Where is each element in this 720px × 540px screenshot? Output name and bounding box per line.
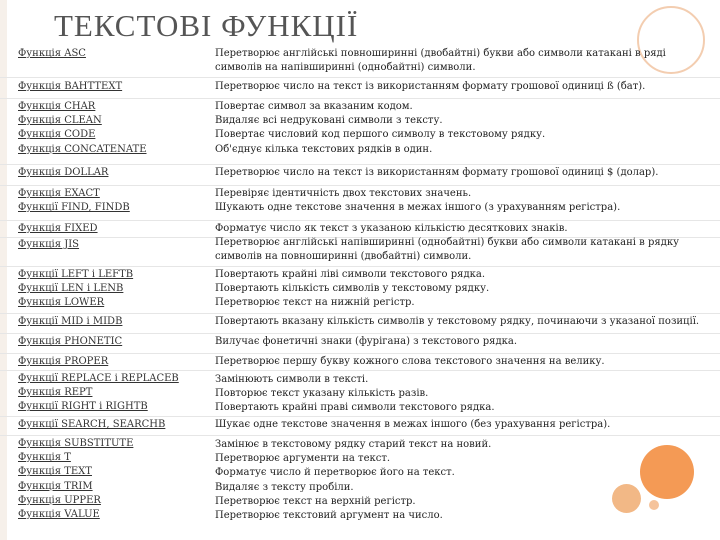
function-link[interactable]: Функція VALUE (18, 509, 100, 521)
function-descriptions (215, 438, 705, 523)
function-link[interactable]: Функції LEN і LENB (18, 283, 124, 295)
function-description: Перевіряє ідентичність двох текстових значень. (215, 188, 472, 199)
function-names (18, 315, 208, 329)
function-description: Перетворює текст на верхній регістр. (215, 495, 416, 507)
function-names (18, 238, 208, 252)
function-link[interactable]: Функція T (18, 452, 71, 464)
function-link[interactable]: Функція SUBSTITUTE (18, 438, 134, 449)
function-descriptions (215, 80, 705, 94)
function-names (18, 268, 208, 311)
page-title: ТЕКСТОВІ ФУНКЦІЇ (54, 8, 359, 43)
function-link[interactable]: Функція BAHTTEXT (18, 81, 123, 92)
function-link[interactable]: Функція TEXT (18, 466, 92, 478)
function-description: Замінюють символи в тексті. (215, 374, 369, 385)
function-descriptions (215, 47, 705, 75)
function-names (18, 372, 208, 415)
function-link[interactable]: Функція TRIM (18, 480, 93, 492)
function-description: Перетворює число на текст із використанням формату грошової одиниці ß (бат). (215, 81, 646, 92)
function-descriptions (215, 373, 705, 416)
function-link[interactable]: Функція EXACT (18, 188, 100, 199)
function-link[interactable]: Функція ASC (18, 48, 86, 59)
function-description: Видаляє з тексту пробіли. (215, 481, 354, 493)
function-names (18, 187, 208, 215)
function-description: Перетворює текст на нижній регістр. (215, 297, 415, 309)
function-description: Повертають крайні праві символи текстового рядка. (215, 402, 495, 414)
function-descriptions (215, 100, 705, 157)
function-description: Повертає символ за вказаним кодом. (215, 101, 413, 112)
function-names (18, 47, 208, 61)
function-description: Повертають кількість символів у текстовому рядку. (215, 283, 490, 295)
function-link[interactable]: Функції REPLACE і REPLACEB (18, 373, 179, 384)
function-descriptions (215, 166, 705, 180)
function-link[interactable]: Функції LEFT і LEFTB (18, 269, 134, 280)
function-names (18, 166, 208, 180)
function-descriptions (215, 355, 705, 369)
table-row (0, 437, 720, 527)
table-row (0, 418, 720, 436)
function-description: Шукають одне текстове значення в межах іншого (з урахуванням регістра). (215, 202, 621, 214)
function-link[interactable]: Функція CLEAN (18, 115, 102, 127)
function-link[interactable]: Функція PHONETIC (18, 336, 123, 347)
function-names (18, 335, 208, 349)
function-link[interactable]: Функція CONCATENATE (18, 143, 147, 155)
function-names (18, 100, 208, 157)
function-link[interactable]: Функції MID і MIDB (18, 316, 123, 327)
table-row (0, 166, 720, 186)
table-row (0, 268, 720, 314)
function-link[interactable]: Функція CODE (18, 129, 96, 141)
function-description: Перетворює першу букву кожного слова текстового значення на велику. (215, 356, 605, 367)
function-link[interactable]: Функція UPPER (18, 494, 101, 506)
table-row (0, 80, 720, 99)
function-description: Повертають крайні ліві символи текстового рядка. (215, 269, 486, 280)
function-link[interactable]: Функція LOWER (18, 297, 105, 309)
function-description: Шукає одне текстове значення в межах іншого (без урахування регістра). (215, 419, 611, 430)
function-link[interactable]: Функції SEARCH, SEARCHB (18, 419, 166, 430)
function-description: Перетворює англійські напівширинні (однобайтні) букви або символи катакані в рядку символів на повноширинні (двобайтні) символи. (215, 237, 679, 263)
function-names (18, 222, 208, 236)
table-row (0, 315, 720, 334)
function-description: Повертає числовий код першого символу в текстовому рядку. (215, 129, 546, 141)
function-link[interactable]: Функція REPT (18, 387, 93, 399)
function-description: Видаляє всі недруковані символи з тексту. (215, 115, 443, 127)
function-description: Перетворює число на текст із використанням формату грошової одиниці $ (долар). (215, 167, 659, 178)
function-names (18, 80, 208, 94)
table-row (0, 335, 720, 354)
function-descriptions (215, 335, 705, 349)
function-link[interactable]: Функція DOLLAR (18, 167, 109, 178)
function-description: Замінює в текстовому рядку старий текст на новий. (215, 439, 492, 450)
table-row (0, 47, 720, 78)
function-description: Повторює текст указану кількість разів. (215, 388, 429, 400)
function-descriptions (215, 315, 705, 329)
function-link[interactable]: Функції RIGHT і RIGHTB (18, 401, 148, 413)
function-names (18, 437, 208, 522)
function-link[interactable]: Функція JIS (18, 239, 80, 250)
function-link[interactable]: Функції FIND, FINDB (18, 202, 130, 214)
table-row (0, 100, 720, 165)
table-row (0, 355, 720, 371)
function-link[interactable]: Функція FIXED (18, 223, 98, 234)
table-row (0, 372, 720, 417)
function-names (18, 418, 208, 432)
function-descriptions (215, 187, 705, 215)
function-description: Форматує число й перетворює його на текст. (215, 467, 455, 479)
function-description: Перетворює аргументи на текст. (215, 453, 391, 465)
function-descriptions (215, 418, 705, 432)
function-description: Об'єднує кілька текстових рядків в один. (215, 143, 433, 155)
function-description: Повертають вказану кількість символів у текстовому рядку, починаючи з указаної позиції. (215, 316, 700, 327)
function-names (18, 355, 208, 369)
function-descriptions (215, 222, 705, 236)
table-row (0, 187, 720, 221)
function-description: Форматує число як текст з указаною кількістю десяткових знаків. (215, 223, 568, 234)
function-description: Перетворює англійські повноширинні (двобайтні) букви або символи катакані в ряді символів на напівширинні (однобайтні) символи. (215, 48, 666, 74)
table-row (0, 238, 720, 267)
function-link[interactable]: Функція CHAR (18, 101, 96, 112)
function-descriptions (215, 268, 705, 311)
function-description: Вилучає фонетичні знаки (фурігана) з текстового рядка. (215, 336, 518, 347)
function-description: Перетворює текстовий аргумент на число. (215, 510, 443, 522)
function-link[interactable]: Функція PROPER (18, 356, 109, 367)
function-descriptions (215, 236, 705, 264)
